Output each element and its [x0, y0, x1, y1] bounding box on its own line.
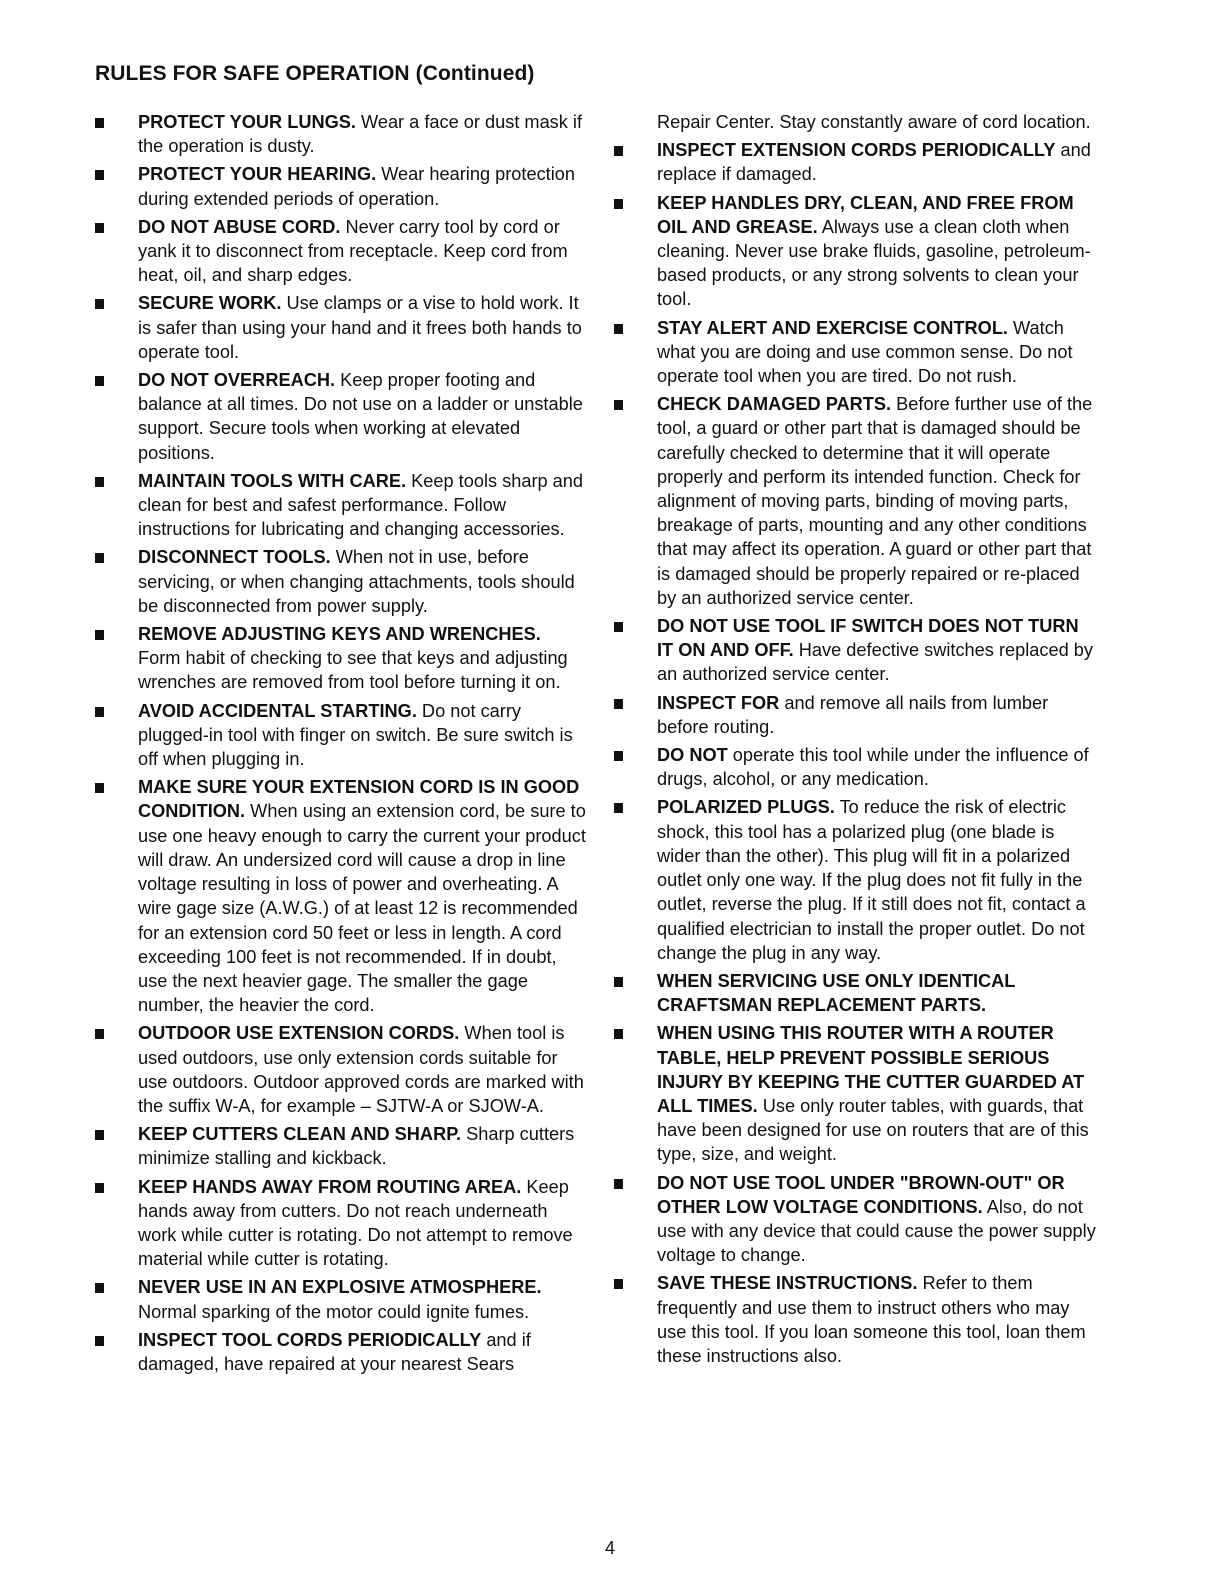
- rule-lead: WHEN USING THIS ROUTER WITH A ROUTER TABLE, HELP PREVENT POSSIBLE SERIOUS INJURY BY KEEPING THE CUTTER GUARDED AT ALL TIMES.: [657, 1023, 1085, 1116]
- rule-body: Sharp cutters minimize stalling and kickback.: [138, 1124, 575, 1169]
- bullet-icon: [614, 977, 623, 987]
- bullet-icon: [95, 477, 104, 487]
- rule-do-not-operate: [657, 743, 1097, 791]
- rule-body: Use clamps or a vise to hold work. It is safer than using your hand and it frees both hands to operate tool.: [138, 293, 582, 362]
- rule-disconnect-tools: [138, 545, 588, 618]
- left-column: [138, 110, 588, 1380]
- rule-body: Refer to them frequently and use them to instruct others who may use this tool. If you loan someone this tool, loan them these instructions also.: [657, 1273, 1086, 1366]
- bullet-icon: [614, 199, 623, 209]
- rule-lead: INSPECT FOR: [657, 692, 780, 713]
- rule-lead: WHEN SERVICING USE ONLY IDENTICAL CRAFTSMAN REPLACEMENT PARTS.: [657, 970, 1016, 1016]
- rule-router-table: [657, 1021, 1097, 1166]
- bullet-icon: [614, 1279, 623, 1289]
- bullet-icon: [614, 324, 623, 334]
- rule-body: Keep tools sharp and clean for best and safest performance. Follow instructions for lubricating and changing accessories.: [138, 470, 584, 540]
- rule-overreach: [138, 368, 588, 465]
- rule-switch: [657, 614, 1097, 687]
- rule-body: Form habit of checking to see that keys and adjusting wrenches are removed from tool before turning it on.: [138, 648, 568, 693]
- rule-body: and replace if damaged.: [657, 140, 1091, 185]
- rule-save-instructions: [657, 1271, 1097, 1368]
- bullet-icon: [95, 707, 104, 717]
- bullet-icon: [614, 1179, 623, 1189]
- rule-handles-dry: [657, 191, 1097, 312]
- rule-lead: SECURE WORK.: [138, 293, 282, 314]
- rule-lead: INSPECT EXTENSION CORDS PERIODICALLY: [657, 140, 1056, 161]
- bullet-icon: [95, 1029, 104, 1039]
- rule-lead: PROTECT YOUR HEARING.: [138, 164, 377, 185]
- rule-body: Have defective switches replaced by an authorized service center.: [657, 640, 1093, 685]
- rule-body: When not in use, before servicing, or when changing attachments, tools should be disconnected from power supply.: [138, 547, 575, 616]
- rule-remove-keys: [138, 622, 588, 695]
- bullet-icon: [95, 1283, 104, 1293]
- rule-body: Use only router tables, with guards, that have been designed for use on routers that are of this type, size, and weight.: [657, 1095, 1089, 1165]
- rule-secure-work: [138, 291, 588, 364]
- rule-lead: MAINTAIN TOOLS WITH CARE.: [138, 470, 407, 491]
- rule-identical-parts: [657, 969, 1097, 1017]
- rule-extension-cord: [138, 775, 588, 1017]
- bullet-icon: [614, 146, 623, 156]
- rule-body: Watch what you are doing and use common sense. Do not operate tool when you are tired. Do not rush.: [657, 317, 1073, 387]
- bullet-icon: [614, 400, 623, 410]
- rule-lead: DO NOT ABUSE CORD.: [138, 216, 341, 237]
- rule-lead: DISCONNECT TOOLS.: [138, 547, 331, 568]
- rule-body: operate this tool while under the influence of drugs, alcohol, or any medication.: [657, 745, 1089, 790]
- bullet-icon: [95, 223, 104, 233]
- rule-body: and if damaged, have repaired at your nearest Sears: [138, 1329, 531, 1374]
- rule-abuse-cord: [138, 215, 588, 288]
- bullet-icon: [95, 376, 104, 386]
- rule-protect-lungs: [138, 110, 588, 158]
- bullet-icon: [95, 783, 104, 793]
- page-number: 4: [604, 1538, 615, 1558]
- bullet-icon: [95, 170, 104, 180]
- rule-lead: SAVE THESE INSTRUCTIONS.: [657, 1273, 918, 1294]
- bullet-icon: [95, 1336, 104, 1346]
- rule-lead: REMOVE ADJUSTING KEYS AND WRENCHES.: [138, 624, 541, 645]
- rule-body: Before further use of the tool, a guard or other part that is damaged should be carefully checked to determine that it will operate properly and perform its intended function. Check for alignment of moving parts, binding of moving parts, breakage of parts, mounting and any other conditions that may affect its operation. A guard or other part that is damaged should be properly repaired or re-placed by an authorized service center.: [657, 394, 1093, 608]
- bullet-icon: [614, 751, 623, 761]
- rule-outdoor-cords: [138, 1021, 588, 1118]
- bullet-icon: [95, 1183, 104, 1193]
- bullet-icon: [614, 1029, 623, 1039]
- rule-lead: KEEP CUTTERS CLEAN AND SHARP.: [138, 1124, 462, 1145]
- bullet-icon: [95, 299, 104, 309]
- rule-explosive-atmosphere: [138, 1275, 588, 1323]
- rule-lead: MAKE SURE YOUR EXTENSION CORD IS IN GOOD CONDITION.: [138, 777, 580, 822]
- bullet-icon: [614, 803, 623, 813]
- rule-hands-away: [138, 1175, 588, 1272]
- rule-body: Also, do not use with any device that could cause the power supply voltage to change.: [657, 1196, 1096, 1266]
- rule-continuation: Repair Center. Stay constantly aware of cord location.: [657, 112, 1091, 132]
- rule-body: Wear a face or dust mask if the operation is dusty.: [138, 112, 583, 157]
- rule-lead: DO NOT OVERREACH.: [138, 370, 336, 391]
- rule-body: When using an extension cord, be sure to use one heavy enough to carry the current your product will draw. An undersized cord will cause a drop in line voltage resulting in loss of power and overheating. A wire gage size (A.W.G.) of at least 12 is recommended for an extension cord 50 feet or less in length. A cord exceeding 100 feet is not recommended. If in doubt, use the next heavier gage. The smaller the gage number, the heavier the cord.: [138, 801, 586, 1016]
- bullet-icon: [95, 553, 104, 563]
- rule-lead: PROTECT YOUR LUNGS.: [138, 112, 356, 132]
- bullet-icon: [614, 699, 623, 709]
- rule-body: Do not carry plugged-in tool with finger on switch. Be sure switch is off when plugging in.: [138, 700, 573, 770]
- rule-accidental-starting: [138, 699, 588, 772]
- rule-lead: OUTDOOR USE EXTENSION CORDS.: [138, 1023, 460, 1044]
- rule-lead: POLARIZED PLUGS.: [657, 797, 835, 818]
- rule-lead: DO NOT USE TOOL UNDER "BROWN-OUT" OR OTHER LOW VOLTAGE CONDITIONS.: [657, 1172, 1065, 1217]
- rule-body: Always use a clean cloth when cleaning. Never use brake fluids, gasoline, petroleum-based products, or any strong solvents to clean your tool.: [657, 216, 1091, 310]
- rule-lead: INSPECT TOOL CORDS PERIODICALLY: [138, 1329, 482, 1350]
- rule-body: Normal sparking of the motor could ignite fumes.: [138, 1301, 530, 1322]
- rule-lead: NEVER USE IN AN EXPLOSIVE ATMOSPHERE.: [138, 1277, 542, 1298]
- rule-body: When tool is used outdoors, use only extension cords suitable for use outdoors. Outdoor approved cords are marked with the suffix W-A, for example – SJTW-A or SJOW-A.: [138, 1023, 584, 1116]
- rule-maintain-tools: [138, 469, 588, 542]
- rule-body: Wear hearing protection during extended periods of operation.: [138, 164, 575, 209]
- bullet-icon: [614, 622, 623, 632]
- bullet-icon: [95, 118, 104, 128]
- rule-inspect-extension-cords: [657, 138, 1097, 186]
- bullet-icon: [95, 630, 104, 640]
- rule-lead: KEEP HANDS AWAY FROM ROUTING AREA.: [138, 1176, 522, 1197]
- rule-inspect-tool-cords: [138, 1328, 588, 1376]
- rule-stay-alert: [657, 316, 1097, 389]
- rule-protect-hearing: [138, 162, 588, 210]
- rule-lead: KEEP HANDLES DRY, CLEAN, AND FREE FROM OIL AND GREASE.: [657, 192, 1074, 237]
- rule-lead: DO NOT USE TOOL IF SWITCH DOES NOT TURN IT ON AND OFF.: [657, 616, 1079, 661]
- rule-check-damaged-parts: [657, 392, 1097, 610]
- rule-inspect-for-nails: [657, 691, 1097, 739]
- rule-body: and remove all nails from lumber before routing.: [657, 692, 1049, 737]
- rule-body: Keep proper footing and balance at all times. Do not use on a ladder or unstable support. Secure tools when working at elevated positions.: [138, 370, 583, 463]
- rule-lead: AVOID ACCIDENTAL STARTING.: [138, 700, 417, 721]
- rule-lead: CHECK DAMAGED PARTS.: [657, 394, 892, 415]
- rule-keep-cutters: [138, 1122, 588, 1170]
- rule-brown-out: [657, 1171, 1097, 1268]
- rule-lead: DO NOT: [657, 745, 728, 766]
- rule-polarized-plugs: [657, 795, 1097, 964]
- rule-body: Never carry tool by cord or yank it to disconnect from receptacle. Keep cord from heat, oil, and sharp edges.: [138, 216, 568, 286]
- rule-body: Keep hands away from cutters. Do not reach underneath work while cutter is rotating. Do not attempt to remove material while cutter is rotating.: [138, 1176, 573, 1270]
- rule-body: To reduce the risk of electric shock, this tool has a polarized plug (one blade is wider than the other). This plug will fit in a polarized outlet only one way. If the plug does not fit fully in the outlet, reverse the plug. If it still does not fit, contact a qualified electrician to install the proper outlet. Do not change the plug in any way.: [657, 797, 1086, 963]
- rule-lead: STAY ALERT AND EXERCISE CONTROL.: [657, 317, 1008, 338]
- bullet-icon: [95, 1130, 104, 1140]
- page-title: RULES FOR SAFE OPERATION (Continued): [95, 62, 535, 85]
- right-column: [657, 110, 1097, 1372]
